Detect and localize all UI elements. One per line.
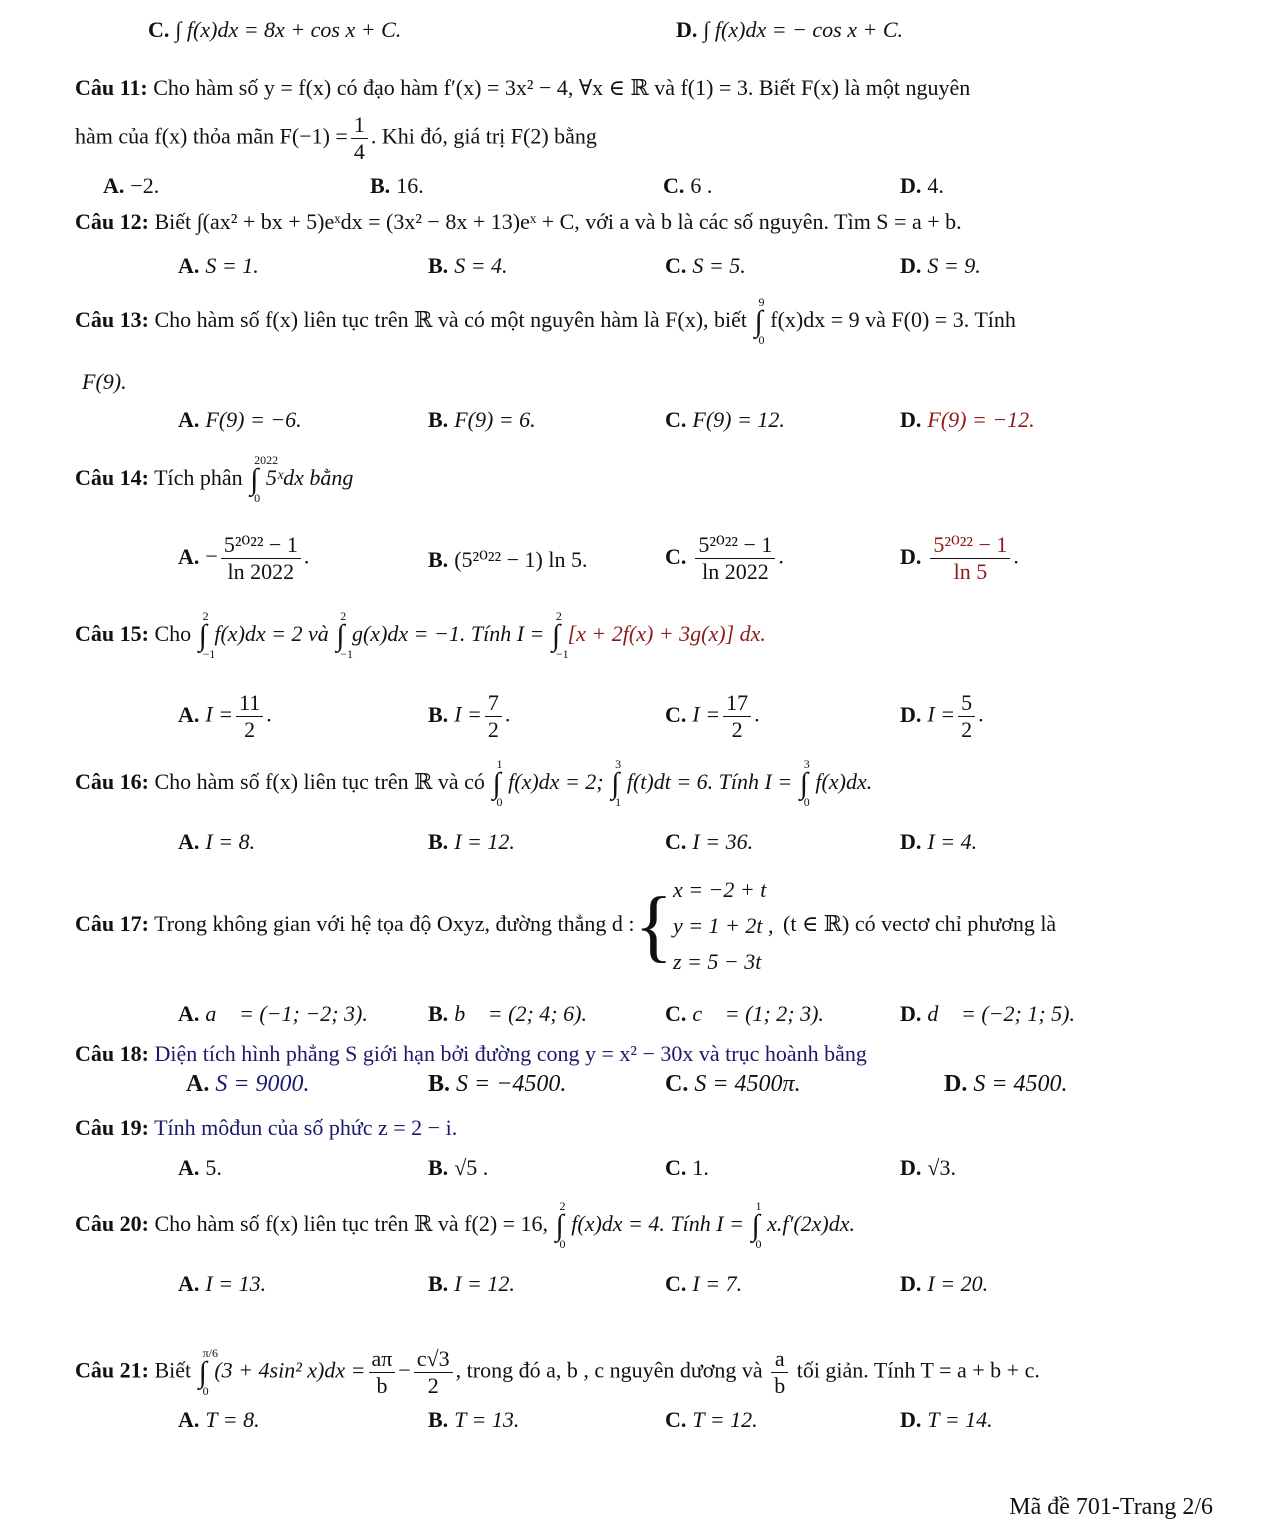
q12-option-b[interactable]: B. S = 4. xyxy=(428,253,508,278)
integral-symbol: ∫ π/6 0 xyxy=(198,1345,219,1398)
q11-option-a[interactable]: A. −2. xyxy=(103,173,160,198)
page-footer: Mã đề 701-Trang 2/6 xyxy=(1009,1494,1213,1520)
q21-option-d[interactable]: D. T = 14. xyxy=(900,1407,993,1432)
q18-option-d[interactable]: D. S = 4500. xyxy=(944,1071,1068,1097)
integral-symbol: ∫ 2 −1 xyxy=(198,608,216,661)
q14-option-c[interactable]: C. $\frac{\text{5²⁰²² − 1}}{\ln 2022}$ . xyxy=(665,532,784,584)
q20-option-b[interactable]: B. I = 12. xyxy=(428,1271,515,1296)
q17-option-a[interactable]: A. a⃗ = (−1; −2; 3). xyxy=(178,1001,368,1026)
q11-option-c[interactable]: C. 6 . xyxy=(663,173,713,198)
question-14: Câu 14: Tích phân ∫ 2022 0 5ˣdx bằng xyxy=(75,452,354,505)
question-21: Câu 21: Biết ∫ π/6 0 (3 + 4sin² x)dx = $\frac{a\pi}{b}$ − $\frac{c√3}{2}$ , trong đó a, b , c nguyên dương và $\frac{a}{b}$ tối giản. Tính T = a + b + c. xyxy=(75,1345,1040,1398)
question-13-line2: F(9). xyxy=(82,369,127,394)
q18-option-c[interactable]: C. S = 4500π. xyxy=(665,1071,801,1097)
question-13: Câu 13: Cho hàm số f(x) liên tục trên ℝ và có một nguyên hàm là F(x), biết ∫ 9 0 f(x)dx = 9 và F(0) = 3. Tính xyxy=(75,294,1016,347)
question-15: Câu 15: Cho ∫ 2 −1 f(x)dx = 2 và ∫ 2 −1 g(x)dx = −1. Tính I = ∫ 2 −1 [x + 2f(x) + 3g(x)] dx. xyxy=(75,608,766,661)
q18-option-a[interactable]: A. S = 9000. xyxy=(186,1071,310,1097)
q16-option-c[interactable]: C. I = 36. xyxy=(665,829,754,854)
q15-option-c[interactable]: C. I = $\frac{17}{2}$ . xyxy=(665,690,760,742)
integral-symbol: ∫ 3 1 xyxy=(611,756,622,809)
integral-symbol: ∫ 2 0 xyxy=(555,1198,566,1251)
q15-option-b[interactable]: B. I = $\frac{7}{2}$ . xyxy=(428,690,511,742)
q21-option-a[interactable]: A. T = 8. xyxy=(178,1407,260,1432)
integral-symbol: ∫ 1 0 xyxy=(751,1198,762,1251)
integral-symbol: ∫ 2 −1 xyxy=(551,608,569,661)
q13-option-b[interactable]: B. F(9) = 6. xyxy=(428,407,536,432)
q14-option-a[interactable]: A. − $\frac{\text{5²⁰²² − 1}}{\ln 2022}$ . xyxy=(178,532,310,584)
q20-option-d[interactable]: D. I = 20. xyxy=(900,1271,989,1296)
q19-option-b[interactable]: B. √5 . xyxy=(428,1155,489,1180)
q16-option-d[interactable]: D. I = 4. xyxy=(900,829,978,854)
question-18: Câu 18: Diện tích hình phẳng S giới hạn bởi đường cong y = x² − 30x và trục hoành bằng xyxy=(75,1041,867,1066)
q19-option-c[interactable]: C. 1. xyxy=(665,1155,709,1180)
q17-option-b[interactable]: B. b⃗ = (2; 4; 6). xyxy=(428,1001,587,1026)
q16-option-b[interactable]: B. I = 12. xyxy=(428,829,515,854)
question-20: Câu 20: Cho hàm số f(x) liên tục trên ℝ và f(2) = 16, ∫ 2 0 f(x)dx = 4. Tính I = ∫ 1 0 x.f′(2x)dx. xyxy=(75,1198,856,1251)
system-brace: { xyxy=(634,882,673,970)
integral-symbol: ∫ 3 0 xyxy=(799,756,810,809)
integral-symbol: ∫ 1 0 xyxy=(492,756,503,809)
q11-option-b[interactable]: B. 16. xyxy=(370,173,424,198)
q12-option-d[interactable]: D. S = 9. xyxy=(900,253,981,278)
integral-symbol: ∫ 2 −1 xyxy=(336,608,354,661)
question-11-line2: hàm của f(x) thỏa mãn F(−1) = $\frac{1}{4}$ . Khi đó, giá trị F(2) bằng xyxy=(75,112,597,164)
q19-option-d[interactable]: D. √3. xyxy=(900,1155,956,1180)
q15-option-d[interactable]: D. I = $\frac{5}{2}$ . xyxy=(900,690,984,742)
q13-option-a[interactable]: A. F(9) = −6. xyxy=(178,407,302,432)
question-19: Câu 19: Tính môđun của số phức z = 2 − i. xyxy=(75,1115,458,1140)
q17-option-d[interactable]: D. d⃗ = (−2; 1; 5). xyxy=(900,1001,1075,1026)
integral-symbol: ∫ 9 0 xyxy=(754,294,765,347)
q12-option-c[interactable]: C. S = 5. xyxy=(665,253,746,278)
q13-option-c[interactable]: C. F(9) = 12. xyxy=(665,407,785,432)
q12-option-a[interactable]: A. S = 1. xyxy=(178,253,259,278)
question-16: Câu 16: Cho hàm số f(x) liên tục trên ℝ và có ∫ 1 0 f(x)dx = 2; ∫ 3 1 f(t)dt = 6. Tính I = ∫ 3 0 f(x)dx. xyxy=(75,756,873,809)
integral-symbol: ∫ 2022 0 xyxy=(250,452,279,505)
question-11: Câu 11: Cho hàm số y = f(x) có đạo hàm f′(x) = 3x² − 4, ∀x ∈ ℝ và f(1) = 3. Biết F(x) là một nguyên xyxy=(75,75,971,100)
q16-option-a[interactable]: A. I = 8. xyxy=(178,829,256,854)
q21-option-b[interactable]: B. T = 13. xyxy=(428,1407,520,1432)
question-12: Câu 12: Biết ∫(ax² + bx + 5)eˣdx = (3x² − 8x + 13)eˣ + C, với a và b là các số nguyên. Tìm S = a + b. xyxy=(75,209,962,234)
q21-option-c[interactable]: C. T = 12. xyxy=(665,1407,758,1432)
q19-option-a[interactable]: A. 5. xyxy=(178,1155,222,1180)
question-17: Câu 17: Trong không gian với hệ tọa độ Oxyz, đường thẳng d :{ x = −2 + t y = 1 + 2t , z = 5 − 3t (t ∈ ℝ) có vectơ chỉ phương là xyxy=(75,872,1215,980)
q18-option-b[interactable]: B. S = −4500. xyxy=(428,1071,567,1097)
option-D-prev: D. ∫ f(x)dx = − cos x + C. xyxy=(676,17,904,42)
q14-option-d[interactable]: D. $\frac{\text{5²⁰²² − 1}}{\ln 5}$ . xyxy=(900,532,1019,584)
option-C-prev: C. ∫ f(x)dx = 8x + cos x + C. xyxy=(148,17,402,42)
q13-option-d[interactable]: D. F(9) = −12. xyxy=(900,407,1035,432)
equation-system: x = −2 + t y = 1 + 2t , z = 5 − 3t xyxy=(672,877,774,974)
q15-option-a[interactable]: A. I = $\frac{11}{2}$ . xyxy=(178,690,272,742)
q20-option-a[interactable]: A. I = 13. xyxy=(178,1271,267,1296)
q17-option-c[interactable]: C. c⃗ = (1; 2; 3). xyxy=(665,1001,824,1026)
q11-option-d[interactable]: D. 4. xyxy=(900,173,944,198)
q20-option-c[interactable]: C. I = 7. xyxy=(665,1271,743,1296)
q14-option-b[interactable]: B. (5²⁰²² − 1) ln 5. xyxy=(428,547,588,572)
